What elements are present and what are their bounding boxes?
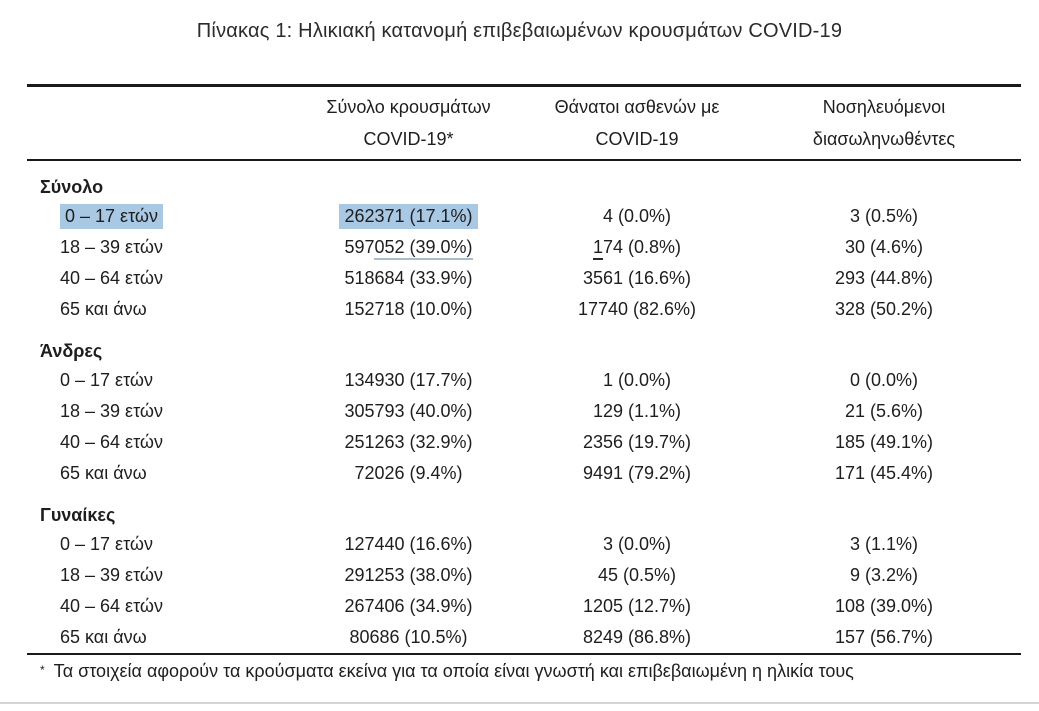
table-row — [27, 294, 1021, 325]
age-cell: 18 – 39 ετών — [60, 401, 163, 421]
age-cell: 0 – 17 ετών — [60, 534, 153, 554]
age-cell: 40 – 64 ετών — [60, 596, 163, 616]
section-header-2: Γυναίκες — [40, 505, 116, 525]
cases-cell: 305793 (40.0%) — [344, 401, 473, 421]
section-header-0: Σύνολο — [40, 177, 104, 197]
deaths-cell: 2356 (19.7%) — [582, 432, 692, 452]
cases-cell — [290, 237, 527, 258]
deaths-cell: 129 (1.1%) — [592, 401, 682, 421]
deaths-cell: 17740 (82.6%) — [577, 299, 697, 319]
intubated-cell: 171 (45.4%) — [834, 463, 934, 483]
table-row — [27, 396, 1021, 427]
table-row — [27, 263, 1021, 294]
deaths-cell: 1205 (12.7%) — [582, 596, 692, 616]
age-cell: 18 – 39 ετών — [60, 565, 163, 585]
underlined-text: 1 — [593, 237, 603, 260]
intubated-cell: 3 (1.1%) — [849, 534, 919, 554]
age-cell — [27, 206, 290, 227]
intubated-cell: 108 (39.0%) — [834, 596, 934, 616]
table-row — [27, 201, 1021, 232]
table-row — [27, 591, 1021, 622]
cases-cell: 127440 (16.6%) — [344, 534, 473, 554]
table-row — [27, 529, 1021, 560]
deaths-cell: 3561 (16.6%) — [582, 268, 692, 288]
age-cell: 65 και άνω — [60, 299, 147, 319]
data-table — [27, 84, 1021, 699]
text: 597 — [344, 237, 375, 257]
cases-cell: 134930 (17.7%) — [344, 370, 473, 390]
deaths-cell: 45 (0.5%) — [597, 565, 677, 585]
cases-cell: 251263 (32.9%) — [344, 432, 473, 452]
cases-cell: 291253 (38.0%) — [344, 565, 473, 585]
cases-cell: 80686 (10.5%) — [349, 627, 468, 647]
deaths-cell: 4 (0.0%) — [602, 206, 672, 226]
intubated-cell: 185 (49.1%) — [834, 432, 934, 452]
deaths-cell: 8249 (86.8%) — [582, 627, 692, 647]
table-title: Πίνακας 1: Ηλικιακή κατανομή επιβεβαιωμένων κρουσμάτων COVID-19 — [196, 20, 843, 42]
selection-highlight: 0 – 17 ετών — [60, 204, 163, 229]
age-cell: 18 – 39 ετών — [60, 237, 163, 257]
table-row — [27, 622, 1021, 653]
age-cell: 65 και άνω — [60, 463, 147, 483]
column-header-intubated: Νοσηλευόμενοι διασωληνωθέντες — [812, 97, 956, 149]
intubated-cell: 9 (3.2%) — [849, 565, 919, 585]
table-row — [27, 232, 1021, 263]
table-header-row — [27, 87, 1021, 159]
intubated-cell: 0 (0.0%) — [849, 370, 919, 390]
intubated-cell: 157 (56.7%) — [834, 627, 934, 647]
deaths-cell: 9491 (79.2%) — [582, 463, 692, 483]
table-row — [27, 458, 1021, 489]
age-cell: 40 – 64 ετών — [60, 268, 163, 288]
intubated-cell: 3 (0.5%) — [849, 206, 919, 226]
intubated-cell: 30 (4.6%) — [844, 237, 924, 257]
deaths-cell: 1 (0.0%) — [602, 370, 672, 390]
footnote-text: Τα στοιχεία αφορούν τα κρούσματα εκείνα για τα οποία είναι γνωστή και επιβεβαιωμένη η ηλικία τους — [53, 661, 854, 681]
table-row — [27, 365, 1021, 396]
page-bottom-edge — [0, 702, 1039, 704]
deaths-cell: 3 (0.0%) — [602, 534, 672, 554]
age-cell: 0 – 17 ετών — [60, 370, 153, 390]
cases-cell: 267406 (34.9%) — [344, 596, 473, 616]
table-row — [27, 427, 1021, 458]
footnote-marker: * — [40, 663, 45, 677]
table-row — [27, 560, 1021, 591]
column-header-deaths: Θάνατοι ασθενών με COVID-19 — [554, 97, 720, 149]
footnote — [27, 655, 1021, 699]
table-body — [27, 161, 1021, 653]
underlined-text: 052 (39.0%) — [374, 237, 472, 260]
selection-highlight: 262371 (17.1%) — [339, 204, 477, 229]
section-header-1: Άνδρες — [40, 341, 103, 361]
intubated-cell: 328 (50.2%) — [834, 299, 934, 319]
cases-cell — [290, 206, 527, 227]
age-cell: 40 – 64 ετών — [60, 432, 163, 452]
cases-cell: 152718 (10.0%) — [344, 299, 473, 319]
text: 74 (0.8%) — [602, 237, 682, 257]
age-cell: 65 και άνω — [60, 627, 147, 647]
intubated-cell: 293 (44.8%) — [834, 268, 934, 288]
intubated-cell: 21 (5.6%) — [844, 401, 924, 421]
column-header-cases: Σύνολο κρουσμάτων COVID-19* — [326, 97, 491, 149]
cases-cell: 518684 (33.9%) — [344, 268, 473, 288]
cases-cell: 72026 (9.4%) — [354, 463, 463, 483]
deaths-cell — [527, 237, 747, 258]
